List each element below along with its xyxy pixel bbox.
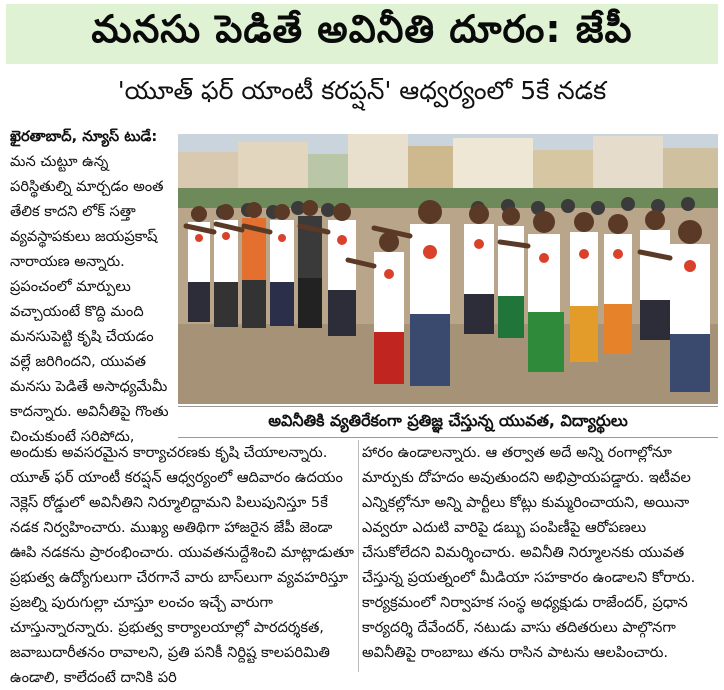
article-column-3	[362, 440, 714, 665]
headline: మనసు పెడితే అవినీతి దూరం: జేపీ	[91, 7, 633, 51]
rally-photo-illustration	[178, 134, 718, 404]
column2-text: అందుకు అవసరమైన కార్యాచరణకు కృషి చేయాలన్నారు. యూత్ ఫర్ యాంటీ కరప్షన్ ఆధ్వర్యంలో ఆదివారం ఉదయం నెక్లెస్ రోడ్డులో అవినీతిని నిర్మూలిద్దామని పిలుపునిస్తూ 5కే నడక నిర్వహించారు. ముఖ్య అతిథిగా హాజరైన జేపీ జెండా ఊపి నడకను ప్రారంభించారు. యువతనుద్దేశించి మాట్లాడుతూ ప్రభుత్వ ఉద్యోగులుగా చేరగానే వారు బాస్‌లుగా వ్యవహరిస్తూ ప్రజల్ని పురుగుల్లా చూస్తూ లంచం ఇచ్చే వారుగా చూస్తున్నారన్నారు. ప్రభుత్వ కార్యాలయాల్లో పారదర్శకత, జవాబుదారీతనం రావాలని, ప్రతి పనికీ నిర్దిష్ట కాలపరిమితి ఉండాలి, కాలేదంటే దానికి పరి	[10, 444, 354, 686]
photo-caption: అవినీతికి వ్యతిరేకంగా ప్రతిజ్ఞ చేస్తున్న యువత, విద్యార్థులు	[178, 406, 718, 438]
news-photo	[178, 134, 718, 404]
dateline: ఖైరతాబాద్, న్యూస్ టుడే:	[10, 128, 158, 145]
column3-text: హారం ఉండాలన్నారు. ఆ తర్వాత అదే అన్ని రంగాల్లోనూ మార్పుకు దోహదం అవుతుందని అభిప్రాయపడ్డారు. ఇటీవల ఎన్నికల్లోనూ అన్ని పార్టీలు కోట్లు కుమ్మరించాయని, అయినా ఎవ్వరూ ఎదుటి వారిపై డబ్బు పంపిణీపై ఆరోపణలు చేసుకోలేదని విమర్శించారు. అవినీతి నిర్మూలనకు యువత చేస్తున్న ప్రయత్నంలో మీడియా సహకారం ఉండాలని కోరారు. కార్యక్రమంలో నిర్వాహక సంస్థ అధ్యక్షుడు రాజేందర్, ప్రధాన కార్యదర్శి దేవేందర్, నటుడు వాసు తదితరులు పాల్గొనగా అవినీతిపై రాంబాబు తను రాసిన పాటను ఆలపించారు.	[362, 444, 696, 661]
column1-text: మన చుట్టూ ఉన్న పరిస్థితుల్ని మార్చడం అంత తేలిక కాదని లోక్ సత్తా వ్యవస్థాపకులు జయప్రకాష్ నారాయణ అన్నారు. ప్రపంచంలో మార్పులు వచ్చాయంటే కొద్ది మంది మనసుపెట్టి కృషి చేయడం వల్లే జరిగిందని, యువత మనసు పెడితే అసాధ్యమేమీ కాదన్నారు. అవినీతిపై గొంతు చించుకుంటే సరిపోదు,	[10, 153, 169, 445]
subheadline: 'యూత్ ఫర్ యాంటీ కరప్షన్' ఆధ్వర్యంలో 5కే నడక	[117, 76, 607, 105]
article-column-2	[10, 440, 356, 690]
article-paragraph	[10, 124, 172, 449]
article-column-1	[10, 124, 172, 449]
headline-banner	[6, 4, 718, 64]
column-divider	[358, 440, 359, 672]
